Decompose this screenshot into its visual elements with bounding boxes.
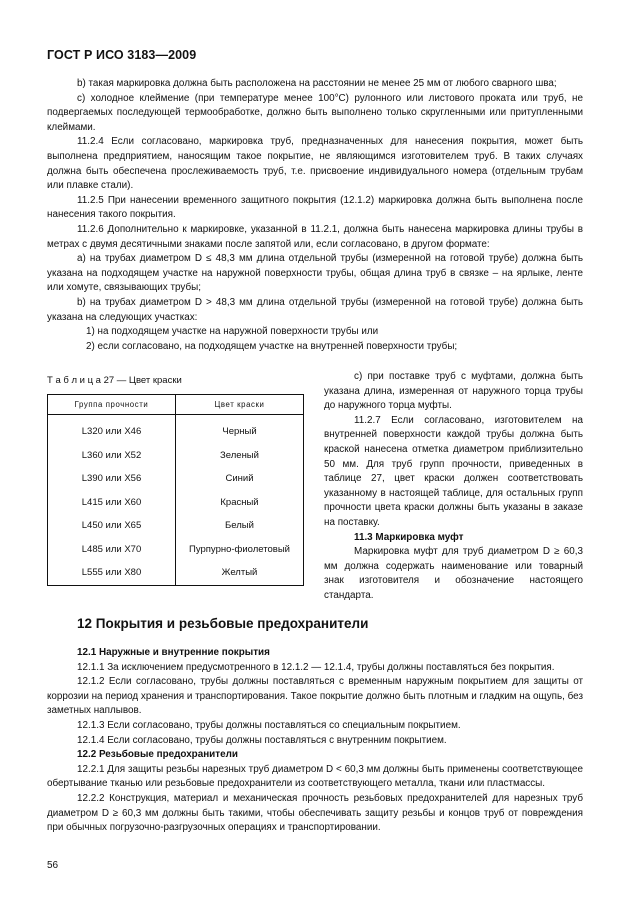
table-row: [48, 491, 304, 515]
cell-strength-group: L390 или X56: [48, 467, 176, 491]
table-row: [48, 420, 304, 444]
paragraph-11-2-6: 11.2.6 Дополнительно к маркировке, указанной в 11.2.1, должна быть нанесена маркировка длины трубы в метрах с двумя десятичными знаками после запятой или, если согласовано, в другом формате:: [47, 223, 583, 250]
paragraph-12-2-2: 12.2.2 Конструкция, материал и механическая прочность резьбовых предохранителей для нарезных труб диаметром D ≥ 60,3 мм должны быть такими, чтобы обеспечивать защиту резьбы и концов труб от повреждения при обычных погрузочно-разгрузочных операциях и транспортировании.: [47, 792, 583, 834]
paragraph-12-1-3: 12.1.3 Если согласовано, трубы должны поставляться со специальным покрытием.: [77, 719, 461, 731]
cell-strength-group: L415 или X60: [48, 491, 176, 515]
table-row: [48, 467, 304, 491]
page-number: 56: [47, 860, 59, 871]
table-row: [48, 561, 304, 585]
list-item-inner-surface: 2) если согласовано, на подходящем участке на внутренней поверхности трубы;: [86, 340, 458, 352]
paragraph-coupling-marking: Маркировка муфт для труб диаметром D ≥ 60,3 мм должна содержать наименование или товарный знак изготовителя и обозначение настоящего стандарта.: [324, 546, 583, 601]
cell-strength-group: L485 или X70: [48, 538, 176, 562]
section-12-title: 12 Покрытия и резьбовые предохранители: [77, 616, 369, 631]
cell-paint-color: Зеленый: [176, 444, 304, 468]
cell-paint-color: Пурпурно-фиолетовый: [176, 538, 304, 562]
table-header-row: [48, 395, 304, 415]
cell-strength-group: L450 или X65: [48, 514, 176, 538]
table-row: [48, 514, 304, 538]
paragraph-b-large-diameter: b) на трубах диаметром D > 48,3 мм длина отдельной трубы (измеренной на готовой трубе) должна быть указана на следующих участках:: [47, 296, 583, 323]
paragraph-11-2-5: 11.2.5 При нанесении временного защитного покрытия (12.1.2) маркировка должна быть выполнена после нанесения такого покрытия.: [47, 194, 583, 221]
heading-12-1: 12.1 Наружные и внутренние покрытия: [77, 647, 270, 658]
paragraph-12-1-4: 12.1.4 Если согласовано, трубы должны поставляться с внутренним покрытием.: [77, 734, 447, 746]
paragraph-b-weld: b) такая маркировка должна быть расположена на расстоянии не менее 25 мм от любого сварного шва;: [77, 78, 557, 89]
table-row: [48, 538, 304, 562]
table-row: [48, 444, 304, 468]
cell-paint-color: Синий: [176, 467, 304, 491]
paragraph-12-1-1: 12.1.1 За исключением предусмотренного в 12.1.2 — 12.1.4, трубы должны поставляться без покрытия.: [77, 661, 555, 673]
column-header-strength-group: Группа прочности: [48, 395, 176, 415]
paragraph-12-2-1: 12.2.1 Для защиты резьбы нарезных труб диаметром D < 60,3 мм должны быть применены соответствующее обертывание тканью или резьбовые предохранители из соответствующего металла, ткани или пластмассы.: [47, 763, 583, 790]
right-column-text: [324, 370, 583, 604]
paragraph-c-cold-stamping: c) холодное клеймение (при температуре менее 100°С) рулонного или листового проката или труб, не подвергаемых последующей термообработке, должно быть выполнено только скругленными или притупленными клеймами.: [47, 92, 583, 133]
table-and-text-section: [47, 370, 583, 601]
cell-strength-group: L555 или X80: [48, 561, 176, 585]
document-header: ГОСТ Р ИСО 3183—2009: [47, 48, 197, 62]
cell-strength-group: L320 или X46: [48, 420, 176, 444]
heading-11-3: 11.3 Маркировка муфт: [354, 531, 464, 543]
heading-12-2: 12.2 Резьбовые предохранители: [77, 749, 238, 761]
paint-color-table: [47, 394, 304, 586]
cell-strength-group: L360 или X52: [48, 444, 176, 468]
table-caption: Т а б л и ц а 27 — Цвет краски: [47, 375, 182, 386]
column-header-paint-color: Цвет краски: [176, 395, 304, 415]
paragraph-11-2-7: 11.2.7 Если согласовано, изготовителем на внутренней поверхности каждой трубы должна быть краской нанесена отметка диаметром приблизительно 50 мм. Для труб групп прочности, приведенных в таблице 27, цвет краски должен соответствовать указанному в настоящей таблице, для остальных групп прочности цвета краски должны быть указаны в заказе на поставку.: [324, 414, 583, 528]
cell-paint-color: Черный: [176, 420, 304, 444]
section-12: [47, 616, 583, 836]
paragraph-12-1-2: 12.1.2 Если согласовано, трубы должны поставляться с временным наружным покрытием для защиты от коррозии на период хранения и транспортирования. Такое покрытие должно быть плотным и гладким на ощупь, без заметных наплывов.: [47, 676, 583, 717]
paragraph-a-small-diameter: a) на трубах диаметром D ≤ 48,3 мм длина отдельной трубы (измеренной на готовой трубе) должна быть указана на подходящем участке на наружной поверхности трубы, общая длина труб в связке – на ярлыке, ленте или хомуте, связывающих трубы;: [47, 253, 583, 294]
top-text-block: [47, 77, 583, 354]
list-item-outer-surface: 1) на подходящем участке на наружной поверхности трубы или: [86, 326, 379, 338]
cell-paint-color: Белый: [176, 514, 304, 538]
section-12-text: [47, 646, 583, 836]
paragraph-11-2-4: 11.2.4 Если согласовано, маркировка труб, предназначенных для нанесения покрытия, может быть выполнена предприятием, наносящим такое покрытие, не являющимся изготовителем труб. В таких случаях должна быть обеспечена прослеживаемость труб, т.е. присвоение индивидуального номера (отдельным трубам или плавке стали).: [47, 136, 583, 192]
cell-paint-color: Красный: [176, 491, 304, 515]
paragraph-c-coupling-length: c) при поставке труб с муфтами, должна быть указана длина, измеренная от наружного торца трубы до наружного торца муфты.: [324, 371, 583, 412]
cell-paint-color: Желтый: [176, 561, 304, 585]
